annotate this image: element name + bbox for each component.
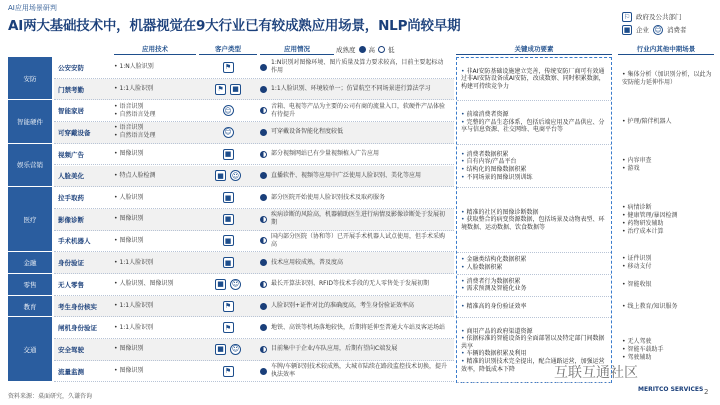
other-scenario-block [618,274,714,296]
tech-item: • 人脸识别 [114,194,196,202]
government-icon: ⚑ [223,322,234,333]
enterprise-icon: ■ [215,170,226,181]
low-maturity-icon [378,46,385,53]
maturity-high: 高 [368,45,375,54]
tech-list [114,361,196,382]
government-icon: ⚑ [223,62,234,73]
other-scenario-block [618,144,714,187]
tech-item: • 1:1人脸识别 [114,324,196,332]
legend-gov: 政府及公共部门 [636,13,682,21]
tech-item: • 图像识别 [114,150,196,158]
factor-item: • 结构化的图像数据积累 [461,166,607,174]
header-roles: 行业内其他中期场景 [618,43,714,55]
page-number: 2 [704,388,709,396]
factor-item: • 前端消费者资源 [461,111,607,119]
tech-item: • 图像识别 [114,215,196,223]
enterprise-icon: ■ [223,192,234,203]
table-row [54,231,454,253]
table-row [54,274,454,296]
maturity-icon [260,259,267,266]
enterprise-icon: ■ [223,257,234,268]
tech-list [114,209,196,230]
tech-item: • 人脸识别、图像识别 [114,280,196,288]
customer-legend [622,10,687,36]
factor-item: • 商用产品的政府渠道资源 [461,328,607,336]
category-label: 交通 [8,317,52,382]
consumer-icon: ☺ [224,128,232,137]
maturity-icon [260,64,267,71]
status-cell [260,317,448,338]
other-scenario-block [618,57,714,100]
tech-item: • 语音识别 [114,103,196,111]
customer-icons [199,122,257,143]
scene-name: 智能家居 [58,107,84,116]
factor-block [457,253,611,275]
status-text: 1:N识别对图像环境、图片质量及算力要求较高，目前主要起标动作用 [271,59,444,75]
tech-list [114,274,196,295]
status-cell [260,144,448,165]
other-scenario-block [618,252,714,274]
other-scenario-item: • 集体分析（加识别分析，以此为安防能力延伸作用） [622,71,714,87]
maturity-label: 成熟度 [336,45,356,54]
maturity-icon [260,324,267,331]
tech-list [114,79,196,100]
customer-icons [199,100,257,121]
category-label: 医疗 [8,187,52,252]
factor-item: • 消费者数据积累 [461,151,607,159]
status-text: 直播软件、视频等应用中广泛使用人脸识别、美化等应用 [271,171,422,179]
other-scenarios-column [618,57,714,383]
enterprise-icon: ■ [223,235,234,246]
tech-list [114,144,196,165]
factor-item: • 精准高的身份验证效率 [461,303,607,311]
maturity-icon [260,281,267,288]
page-title: AI两大基础技术中，机器视觉在9大行业已有较成熟应用场景，NLP尚较早期 [8,18,461,34]
tech-list [114,252,196,273]
scene-name: 身份验证 [58,259,84,268]
table-row [54,100,454,122]
table-row [54,296,454,318]
customer-icons [199,144,257,165]
status-cell [260,79,448,100]
customer-icons [199,296,257,317]
brand-logo: MERITCO SERVICES [638,386,704,393]
factor-block [457,58,611,101]
tech-item: • 图像识别 [114,367,196,375]
table-row [54,144,454,166]
customer-icons [199,231,257,252]
government-icon: ⚑ [223,301,234,312]
status-text: 地铁、高铁等机场落地较快，后期将延伸至普通大车站及客运场站 [271,323,446,331]
status-text: 部分医院开始使用人脸识别技术及取药服务 [271,193,386,201]
tech-item: • 1:1人脸识别 [114,302,196,310]
status-text: 1:1人脸识别、环境较单一；仿冒航空不同场景进行算法学习 [271,85,431,93]
tech-list [114,231,196,252]
tech-item: • 特点人脸检测 [114,172,196,180]
tech-list [114,339,196,360]
factor-item: • 获取整合的病变资源数据，包括场景及动物表型、环境数据、运动数据、饮食数据等 [461,216,607,231]
tech-item: • 1:1人脸识别 [114,259,196,267]
factor-item: • 人脸数据积累 [461,264,607,272]
factor-item: • 完整的产品生态体系，包括后端应用及产品供应、分享与信息资源、社交网络、电商平台等 [461,119,607,134]
customer-icons [199,252,257,273]
other-scenario-item: • 智能车载助手 [622,346,714,354]
status-text: 可穿戴设备智能化程度较低 [271,128,344,136]
status-cell [260,122,448,143]
table-row [54,166,454,188]
maturity-icon [260,303,267,310]
tech-item: • 1:1人脸识别 [114,85,196,93]
scene-name: 公安安防 [58,63,84,72]
status-text: 部分视频网站已有少量视频植入广告应用 [271,150,380,158]
table-row [54,57,454,79]
high-maturity-icon [359,46,366,53]
maturity-legend [336,43,395,55]
maturity-icon [260,368,267,375]
watermark: 互联互通社区 [554,365,638,381]
other-scenario-item: • 健康管理/暴因检测 [622,212,714,220]
customer-icons [199,361,257,382]
factor-item: • 依据标准的智能设备的全面部署以及特定部门间数据共享 [461,335,607,350]
tech-list [114,187,196,208]
consumer-icon: ☺ [231,345,240,354]
table-row [54,122,454,144]
factor-block [457,101,611,144]
other-scenario-item: • 线上教育/知识服务 [622,303,714,311]
maturity-icon [260,107,267,114]
other-scenario-item: • 证件识别 [622,255,714,263]
consumer-icon: ☺ [224,106,232,115]
factor-block [457,275,611,297]
other-scenario-item: • 护理/陪伴机器人 [622,118,714,126]
other-scenario-item: • 无人驾驶 [622,338,714,346]
other-scenario-item: • 智能收银 [622,281,714,289]
customer-icons [199,79,257,100]
status-cell [260,231,448,252]
status-cell [260,166,448,187]
other-scenario-block [618,296,714,318]
status-cell [260,252,448,273]
scene-name: 闸机身份验证 [58,324,97,333]
other-scenario-block [618,187,714,252]
scene-name: 手术机器人 [58,237,91,246]
status-cell [260,296,448,317]
table-row [54,209,454,231]
source-footnote: 资料来源：桌面研究，久谦咨询 [8,393,93,400]
status-cell [260,361,448,382]
consumer-icon: ☺ [231,171,240,180]
factor-item: • 非AI安防基础设施建立完善，传统安防厂商可有效通过非AI安防设备成AI安防，改成数察、同时积累数据，构建可持续竞争力 [461,68,607,91]
category-label: 教育 [8,296,52,318]
scene-name: 考生身份核实 [58,302,97,311]
table-row [54,187,454,209]
other-scenario-item: • 移动支付 [622,263,714,271]
factor-item: • 精准的识别技术完全提出，配合通路运营，加强运营效率，降低成本下降 [461,358,607,373]
enterprise-icon: ■ [215,279,226,290]
enterprise-icon: ■ [223,214,234,225]
scene-name: 拉手取药 [58,194,84,203]
tech-list [114,100,196,121]
government-icon: ⚑ [215,84,226,95]
maturity-low: 低 [388,45,395,54]
customer-icons [199,166,257,187]
status-text: 国内部分医院（协和等）已开展手术机器人试点使用，但手术采购高 [271,232,446,248]
consumer-icon: ☺ [231,280,240,289]
header-status: 应用情况 [260,43,334,55]
maturity-icon [260,346,267,353]
category-label: 金融 [8,252,52,274]
header-customer: 客户类型 [199,43,257,55]
tech-list [114,57,196,78]
table-row [54,317,454,339]
customer-icons [199,57,257,78]
customer-icons [199,339,257,360]
status-text: 音箱、电视等产品为主要的公司有商的流量入口，软硬件产品体验有待提升 [271,102,446,118]
status-cell [260,100,448,121]
header-tech: 应用技术 [114,43,196,55]
tech-item: • 自然语言处理 [114,111,196,119]
status-text: 人脸识别+证件对比的准确度高，考生身份验证效率高 [271,302,415,310]
customer-icons [199,187,257,208]
enterprise-icon: ■ [215,344,226,355]
scene-name: 视频广告 [58,150,84,159]
other-scenario-item: • 治疗成本计算 [622,228,714,236]
government-icon: ⚐ [623,12,631,21]
status-cell [260,187,448,208]
table-row [54,252,454,274]
table-row [54,361,454,383]
scene-name: 可穿戴设备 [58,128,91,137]
header-factors: 关键成功要素 [456,43,612,55]
scene-name: 人脸美化 [58,172,84,181]
legend-enterprise: 企业 [636,26,649,34]
status-text: 最长开算法识别、RFID等技术手段的无人零售处于发展初期 [271,280,430,288]
other-scenario-item: • 药物研发辅助 [622,220,714,228]
customer-icons [199,274,257,295]
maturity-icon [260,237,267,244]
factor-item: • 消费者行为数据积累 [461,278,607,286]
other-scenario-item: • 驾驶辅助 [622,354,714,362]
factor-item: • 不同场景的图像识别训练 [461,174,607,182]
kicker: AI应用场景研判 [8,4,57,12]
scene-name: 门禁考勤 [58,85,84,94]
tech-item: • 1:N人脸识别 [114,63,196,71]
maturity-icon [260,151,267,158]
category-label: 智能硬件 [8,100,52,143]
scene-name: 安全驾驶 [58,345,84,354]
table-row [54,339,454,361]
status-cell [260,57,448,78]
category-label: 零售 [8,274,52,296]
customer-icons [199,209,257,230]
status-text: 疾病诊断的风险高，机器辅助医生进行病情及影像诊断处于发展初期 [271,211,446,227]
customer-icons [199,317,257,338]
status-text: 技术应用较成熟，普及度高 [271,258,344,266]
factor-item: • 车辆的数据积累及利用 [461,350,607,358]
tech-item: • 自然语言处理 [114,132,196,140]
government-icon: ⚑ [223,366,234,377]
factor-item: • 精准的社区的图像诊断数据 [461,209,607,217]
tech-item: • 图像识别 [114,237,196,245]
tech-item: • 图像识别 [114,345,196,353]
tech-list [114,122,196,143]
enterprise-icon: ■ [223,149,234,160]
consumer-icon: ☺ [654,25,662,34]
maturity-icon [260,216,267,223]
category-label: 安防 [8,57,52,100]
factor-item: • 金融类结构化数据积累 [461,256,607,264]
maturity-icon [260,129,267,136]
enterprise-icon: ■ [230,84,241,95]
scene-name: 影像诊断 [58,215,84,224]
scene-name: 流量监测 [58,367,84,376]
factor-block [457,188,611,253]
status-cell [260,339,448,360]
scene-name: 无人零售 [58,280,84,289]
tech-list [114,317,196,338]
status-cell [260,209,448,230]
table-row [54,79,454,101]
tech-item: • 语音识别 [114,124,196,132]
status-cell [260,274,448,295]
legend-consumer: 消费者 [667,26,687,34]
factor-item: • 需求预测及智能化业务 [461,285,607,293]
other-scenario-item: • 病情诊断 [622,204,714,212]
category-label: 娱乐营销 [8,144,52,187]
factor-item: • 自有内容/产品平台 [461,158,607,166]
tech-list [114,296,196,317]
enterprise-icon: ■ [623,25,631,34]
maturity-icon [260,194,267,201]
status-text: 目前集中于企业/车队应用，后期有望向C端发展 [271,345,398,353]
maturity-icon [260,172,267,179]
tech-list [114,166,196,187]
status-text: 车牌/车辆识别技术较成熟，大城市陆续在路段监控技术切换，提升执法效率 [271,363,448,379]
other-scenario-block [618,100,714,143]
other-scenario-item: • 内容审查 [622,157,714,165]
key-success-factors-box [456,57,612,383]
factor-block [457,145,611,188]
factor-block [457,297,611,319]
other-scenario-item: • 游戏 [622,165,714,173]
maturity-icon [260,86,267,93]
